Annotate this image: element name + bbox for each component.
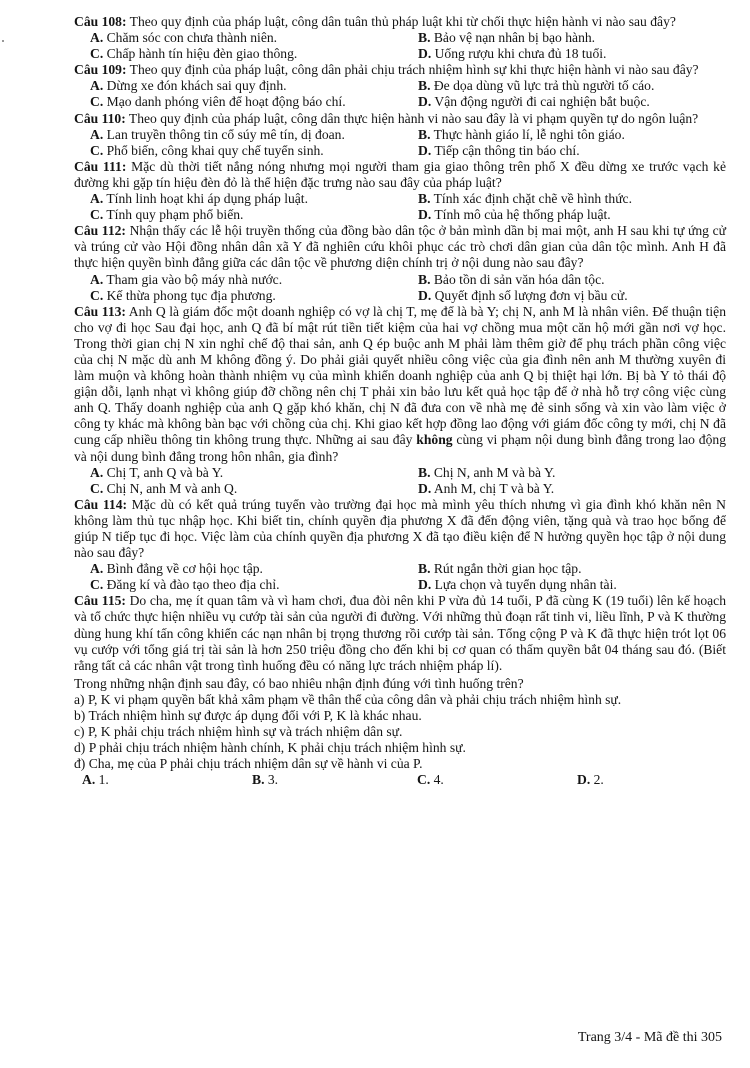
question-text: Anh Q là giám đốc một doanh nghiệp có vợ là chị T, mẹ để là bà Y; chị N, anh M là nhân viên. Để thuận tiện cho vợ đi học Sau đại học, anh Q đã bí mật rút tiền tiết kiệm của hai vợ chồng mua một căn hộ mới gần nơi vợ học. Trong thời gian chị N xin nghỉ chế độ thai sản, anh Q ép buộc anh M phải làm thêm giờ để phụ trách phần công việc của chị N mặc dù anh M không đồng ý. Do phải giải quyết nhiều công việc của gia đình nên anh M thường xuyên đi làm muộn và không hoàn thành nhiệm vụ của mình khiến doanh nghiệp của anh Q bị thiệt hại lớn. Bị bà Y tỏ thái độ giận dỗi, lạnh nhạt vì không giúp đỡ chồng nên chị T phải xin bảo lưu kết quả học tập để ở nhà hỗ trợ công việc cùng anh Q. Thấy doanh nghiệp của anh Q gặp khó khăn, chị N đã đưa con về nhà mẹ đẻ sinh sống và xin vào làm việc ở công ty khác mà không bàn bạc với chồng của chị. Khi giao kết hợp đồng lao động với giám đốc công ty mới, chị N đã cung cấp nhiều thông tin không trung thực. Những ai sau đây: [74, 303, 726, 448]
option-text: Bảo tồn di sản văn hóa dân tộc.: [430, 271, 605, 287]
option-text: Lan truyền thông tin cổ súy mê tín, dị đoan.: [103, 126, 345, 142]
option-a[interactable]: [74, 191, 402, 207]
option-text: Lựa chọn và tuyển dụng nhân tài.: [431, 577, 617, 593]
option-d[interactable]: [402, 207, 726, 223]
option-text: Quyết định số lượng đơn vị bầu cử.: [431, 287, 628, 303]
answer-options: [74, 30, 726, 62]
option-letter: D.: [418, 46, 432, 62]
option-text: Anh M, chị T và bà Y.: [431, 480, 555, 496]
question-114: [74, 497, 726, 594]
option-letter: D.: [418, 207, 432, 223]
answer-options: [74, 78, 726, 110]
option-text: Tính linh hoạt khi áp dụng pháp luật.: [103, 191, 308, 207]
option-letter: D.: [418, 94, 432, 110]
option-d[interactable]: [402, 46, 726, 62]
option-b[interactable]: [402, 465, 726, 481]
option-letter: D.: [418, 577, 432, 593]
option-a[interactable]: [74, 465, 402, 481]
question-stem: [74, 593, 726, 673]
option-letter: A.: [90, 126, 104, 142]
statement-a: a) P, K vi phạm quyền bất khả xâm phạm về thân thể của công dân và phải chịu trách nhiệm hình sự.: [74, 691, 622, 707]
question-text: Do cha, mẹ ít quan tâm và vì ham chơi, đua đòi nên khi P vừa đủ 14 tuổi, P đã cùng K (19 tuổi) lên kế hoạch và tổ chức thực hiện nhiều vụ cướp tài sản của người đi đường. Với những thủ đoạn rất tinh vi, liều lĩnh, P và K thường dùng hung khí tấn công khiến các nạn nhân bị trọng thương rồi cướp tài sản. Tổng cộng P và K đã thực hiện trót lọt 06 vụ cướp với tổng giá trị tài sản là hơn 250 triệu đồng cho đến khi bị cơ quan có thẩm quyền bắt 04 tháng sau đó. (Biết rằng tất cả các nhân vật trong tình huống đều có năng lực trách nhiệm pháp lí).: [74, 593, 726, 673]
option-letter: A.: [90, 78, 104, 94]
option-text: Tiếp cận thông tin báo chí.: [431, 142, 580, 158]
option-text: Tính mô của hệ thống pháp luật.: [431, 207, 611, 223]
option-letter: C.: [90, 207, 104, 223]
option-letter: C.: [90, 46, 104, 62]
question-stem: [74, 111, 726, 127]
question-stem: [74, 159, 726, 191]
option-text: Mạo danh phóng viên để hoạt động báo chí.: [103, 94, 346, 110]
question-text: Theo quy định của pháp luật, công dân phải chịu trách nhiệm hình sự khi thực hiện hành vi nào sau đây?: [126, 62, 699, 78]
question-label: Câu 111:: [74, 158, 127, 174]
question-label: Câu 110:: [74, 110, 126, 126]
option-letter: A.: [82, 772, 96, 788]
option-c[interactable]: [74, 207, 402, 223]
option-text: Chấp hành tín hiệu đèn giao thông.: [103, 46, 298, 62]
option-text: Tính quy phạm phổ biến.: [103, 207, 244, 223]
question-text: Theo quy định của pháp luật, công dân tuân thủ pháp luật khi từ chối thực hiện hành vi nào sau đây?: [126, 14, 676, 29]
question-115: [74, 593, 726, 788]
option-letter: A.: [90, 191, 104, 207]
option-letter: D.: [418, 142, 432, 158]
option-text: 1.: [95, 772, 109, 788]
option-a[interactable]: [82, 772, 252, 788]
option-d[interactable]: [402, 577, 726, 593]
option-b[interactable]: [402, 30, 726, 46]
question-109: [74, 62, 726, 110]
option-letter: A.: [90, 561, 104, 577]
question-text-end: cùng vi phạm nội dung bình đẳng trong lao động và nội dung bình đẳng trong hôn nhân, gia đình?: [74, 432, 726, 464]
option-c[interactable]: [74, 94, 402, 110]
question-label: Câu 109:: [74, 62, 127, 78]
option-a[interactable]: [74, 30, 402, 46]
statement-dd: đ) Cha, mẹ của P phải chịu trách nhiệm dân sự về hành vi của P.: [74, 756, 423, 772]
answer-options: [74, 127, 726, 159]
question-111: [74, 159, 726, 223]
option-letter: C.: [90, 287, 104, 303]
question-prompt: Trong những nhận định sau đây, có bao nhiêu nhận định đúng với tình huống trên?: [74, 675, 524, 691]
option-text: Chị N, anh M và bà Y.: [430, 464, 556, 480]
option-letter: C.: [417, 772, 431, 788]
option-a[interactable]: [74, 272, 402, 288]
option-c[interactable]: [74, 288, 402, 304]
question-text: Mặc dù thời tiết nắng nóng nhưng mọi người tham gia giao thông trên phố X đều dừng xe trước vạch kẻ đường khi gặp tín hiệu đèn đỏ là thể hiện đặc trưng nào sau đây của pháp luật?: [74, 158, 726, 190]
option-letter: A.: [90, 271, 104, 287]
option-text: Dừng xe đón khách sai quy định.: [103, 78, 287, 94]
statement-c: c) P, K phải chịu trách nhiệm hình sự và trách nhiệm dân sự.: [74, 724, 403, 740]
option-letter: C.: [90, 94, 104, 110]
option-c[interactable]: [74, 577, 402, 593]
option-d[interactable]: [402, 143, 726, 159]
option-b[interactable]: [402, 191, 726, 207]
option-text: Bình đẳng về cơ hội học tập.: [103, 561, 263, 577]
answer-options: [74, 561, 726, 593]
statement-d: d) P phải chịu trách nhiệm hành chính, K phải chịu trách nhiệm hình sự.: [74, 740, 466, 756]
question-label: Câu 114:: [74, 496, 128, 512]
answer-options: [74, 772, 726, 788]
option-c[interactable]: [417, 772, 577, 788]
option-letter: B.: [418, 191, 431, 207]
option-c[interactable]: [74, 46, 402, 62]
option-text: Tính xác định chặt chẽ về hình thức.: [430, 191, 632, 207]
question-stem: [74, 223, 726, 271]
option-b[interactable]: [252, 772, 417, 788]
option-text: Vận động người đi cai nghiện bắt buộc.: [431, 94, 650, 110]
option-text: Đe dọa dùng vũ lực trả thù người tố cáo.: [430, 78, 655, 94]
option-a[interactable]: [74, 127, 402, 143]
option-letter: D.: [418, 480, 432, 496]
option-letter: A.: [90, 30, 104, 46]
option-text: Rút ngắn thời gian học tập.: [430, 561, 582, 577]
option-text: 3.: [264, 772, 279, 788]
option-letter: B.: [418, 126, 431, 142]
option-c[interactable]: [74, 481, 402, 497]
question-113: [74, 304, 726, 497]
question-text: Mặc dù có kết quả trúng tuyển vào trường đại học mà mình yêu thích nhưng vì gia đình khó khăn nên N không làm thủ tục nhập học. Khi biết tin, chính quyền địa phương X đã đến động viên, tặng quà và trao học bổng để giúp N tiếp tục đi học. Việc làm của chính quyền địa phương X đã tạo điều kiện để N hưởng quyền học tập ở nội dung nào sau đây?: [74, 496, 726, 561]
page-footer: Trang 3/4 - Mã đề thi 305: [577, 1030, 722, 1045]
option-letter: B.: [418, 561, 431, 577]
answer-options: [74, 465, 726, 497]
question-text: Theo quy định của pháp luật, công dân thực hiện hành vi nào sau đây là vi phạm quyền tự do ngôn luận?: [125, 110, 699, 126]
option-c[interactable]: [74, 143, 402, 159]
answer-options: [74, 191, 726, 223]
option-text: Chăm sóc con chưa thành niên.: [103, 30, 278, 46]
option-text: Chị N, anh M và anh Q.: [103, 480, 238, 496]
question-stem: [74, 62, 726, 78]
option-letter: D.: [577, 772, 591, 788]
question-112: [74, 223, 726, 303]
option-text: Đăng kí và đào tạo theo địa chỉ.: [103, 577, 280, 593]
question-text: Nhận thấy các lễ hội truyền thống của đồng bào dân tộc ở bản mình dần bị mai một, anh H sau khi tự ứng cử và trúng cử vào Hội đồng nhân dân xã Y đã nghiên cứu khôi phục các trò chơi dân gian của dân tộc mình. Anh H đã thực hiện quyền bình đẳng giữa các dân tộc về phương diện chính trị ở nội dung nào sau đây?: [74, 223, 726, 271]
option-a[interactable]: [74, 561, 402, 577]
option-letter: C.: [90, 480, 104, 496]
option-text: Thực hành giáo lí, lễ nghi tôn giáo.: [430, 126, 625, 142]
option-letter: B.: [418, 464, 431, 480]
option-a[interactable]: [74, 78, 402, 94]
option-letter: B.: [418, 78, 431, 94]
answer-options: [74, 272, 726, 304]
option-b[interactable]: [402, 127, 726, 143]
option-letter: C.: [90, 142, 104, 158]
option-text: Uống rượu khi chưa đủ 18 tuổi.: [431, 46, 607, 62]
option-text: Kế thừa phong tục địa phương.: [103, 287, 276, 303]
question-stem: [74, 497, 726, 561]
question-110: [74, 111, 726, 159]
question-label: Câu 113:: [74, 303, 126, 319]
option-text: Phổ biến, công khai quy chế tuyển sinh.: [103, 142, 324, 158]
option-text: 4.: [430, 772, 444, 788]
emphasis-word: không: [416, 432, 453, 448]
statement-b: b) Trách nhiệm hình sự được áp dụng đối với P, K là khác nhau.: [74, 708, 422, 724]
option-b[interactable]: [402, 78, 726, 94]
option-b[interactable]: [402, 561, 726, 577]
option-b[interactable]: [402, 272, 726, 288]
option-letter: B.: [418, 30, 431, 46]
option-letter: B.: [252, 772, 265, 788]
question-stem: [74, 14, 726, 30]
option-letter: A.: [90, 464, 104, 480]
option-d[interactable]: [402, 288, 726, 304]
option-text: Tham gia vào bộ máy nhà nước.: [103, 271, 283, 287]
option-letter: C.: [90, 577, 104, 593]
option-d[interactable]: [402, 481, 726, 497]
question-label: Câu 112:: [74, 223, 126, 239]
question-label: Câu 108:: [74, 14, 127, 29]
option-letter: B.: [418, 271, 431, 287]
option-d[interactable]: [402, 94, 726, 110]
question-108: [74, 14, 726, 62]
option-text: Bảo vệ nạn nhân bị bạo hành.: [430, 30, 596, 46]
scan-speck: [2, 40, 4, 42]
question-label: Câu 115:: [74, 593, 126, 609]
option-text: 2.: [590, 772, 604, 788]
option-text: Chị T, anh Q và bà Y.: [103, 464, 224, 480]
option-d[interactable]: [577, 772, 726, 788]
option-letter: D.: [418, 287, 432, 303]
question-stem: [74, 304, 726, 465]
